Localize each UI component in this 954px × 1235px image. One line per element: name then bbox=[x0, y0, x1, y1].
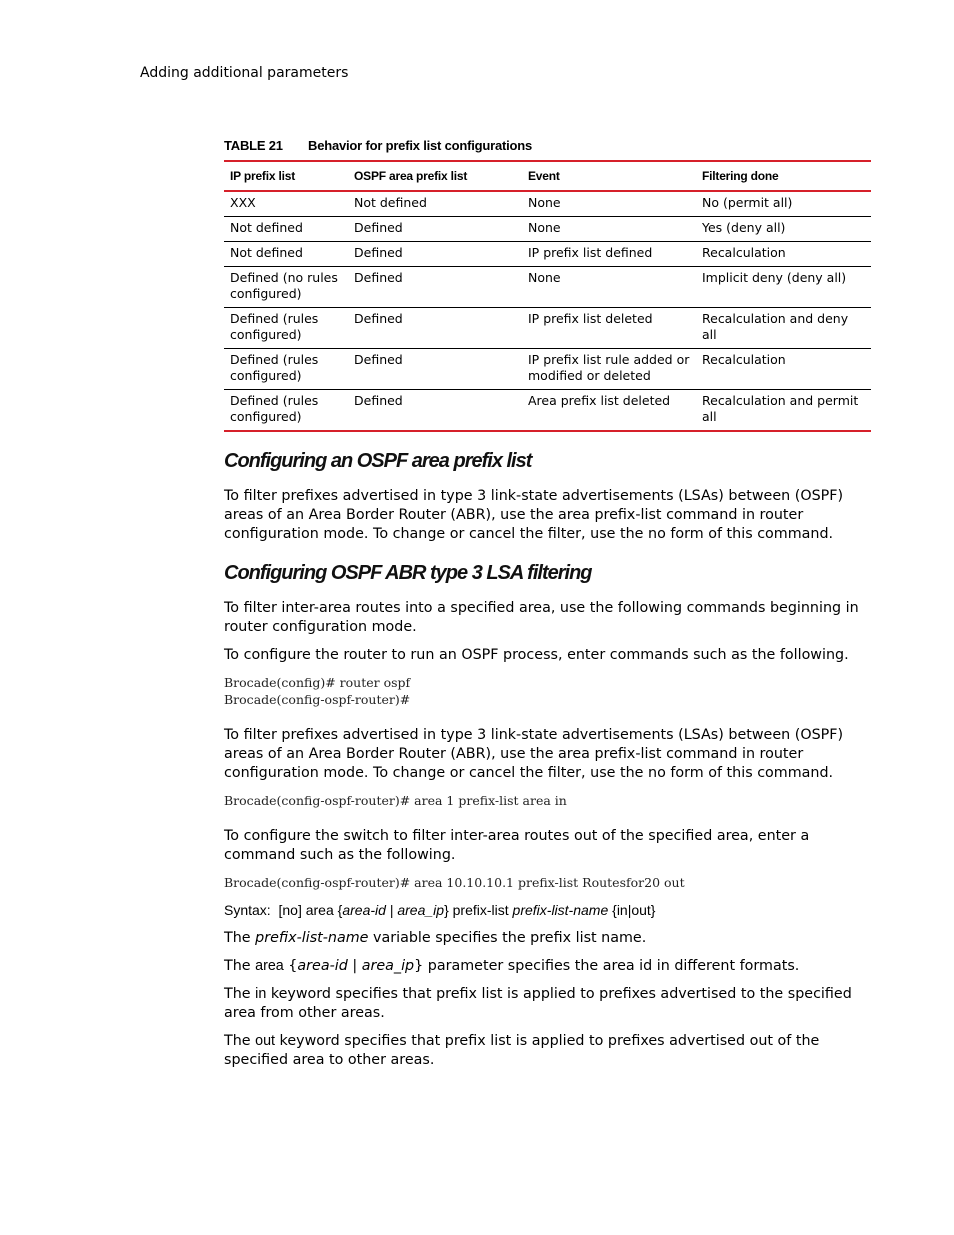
table-cell: Yes (deny all) bbox=[702, 220, 786, 235]
code-block: Brocade(config-ospf-router)# area 10.10.10.1 prefix-list Routesfor20 out bbox=[224, 875, 685, 890]
desc-variable: area-id bbox=[297, 958, 348, 974]
table-cell: Defined bbox=[354, 245, 403, 260]
running-head: Adding additional parameters bbox=[140, 65, 349, 81]
table-row bbox=[224, 349, 871, 390]
desc-text: The bbox=[224, 1033, 256, 1049]
desc-keyword: out bbox=[255, 1033, 276, 1049]
syntax-no: [no] bbox=[278, 902, 302, 918]
prefix-list-behavior-table bbox=[224, 160, 871, 432]
table-cell: IP prefix list deleted bbox=[528, 311, 653, 326]
paragraph: To filter inter-area routes into a specified area, use the following commands beginning in router configuration mode. bbox=[224, 600, 859, 635]
table-caption bbox=[224, 138, 871, 160]
desc-text: The bbox=[224, 986, 256, 1002]
table-title: Behavior for prefix list configurations bbox=[308, 138, 533, 153]
desc-text: The bbox=[224, 930, 256, 946]
desc-text: keyword specifies that prefix list is applied to prefixes advertised to the specified area from other areas. bbox=[224, 986, 852, 1021]
table-cell: XXX bbox=[230, 195, 256, 210]
description-area bbox=[224, 957, 871, 976]
syntax-area: area bbox=[305, 902, 334, 918]
table-row bbox=[224, 217, 871, 242]
table-cell: Implicit deny (deny all) bbox=[702, 270, 847, 285]
col-header-ip-prefix-list: IP prefix list bbox=[230, 169, 296, 183]
table-cell: Defined bbox=[354, 352, 403, 367]
table-cell: Defined (rules configured) bbox=[230, 393, 319, 424]
desc-text: { bbox=[283, 958, 298, 974]
table-cell: None bbox=[528, 270, 561, 285]
table-cell: Defined bbox=[354, 311, 403, 326]
table-row bbox=[224, 308, 871, 349]
table-number: TABLE 21 bbox=[224, 138, 283, 153]
desc-variable: prefix-list-name bbox=[255, 930, 369, 946]
desc-keyword: in bbox=[255, 986, 267, 1002]
table-cell: Defined (rules configured) bbox=[230, 352, 319, 383]
syntax-prefix-list-name: prefix-list-name bbox=[512, 902, 609, 918]
syntax-label: Syntax: bbox=[224, 902, 271, 918]
desc-keyword: area bbox=[255, 958, 284, 974]
page-content bbox=[224, 138, 871, 1079]
syntax-area-id: area-id bbox=[342, 902, 386, 918]
table-row bbox=[224, 390, 871, 432]
table-header-row bbox=[224, 161, 871, 191]
syntax-pipe: | bbox=[389, 902, 394, 918]
description-in bbox=[224, 985, 871, 1023]
table-cell: Not defined bbox=[230, 245, 303, 260]
table-cell: Not defined bbox=[230, 220, 303, 235]
table-cell: IP prefix list defined bbox=[528, 245, 653, 260]
paragraph: To configure the router to run an OSPF process, enter commands such as the following. bbox=[224, 647, 849, 663]
table-cell: Defined bbox=[354, 220, 403, 235]
table-cell: None bbox=[528, 220, 561, 235]
table-cell: Defined bbox=[354, 393, 403, 408]
table-row bbox=[224, 267, 871, 308]
desc-text: The bbox=[224, 958, 256, 974]
desc-text: variable specifies the prefix list name. bbox=[368, 930, 647, 946]
table-cell: Recalculation bbox=[702, 245, 786, 260]
col-header-filtering-done: Filtering done bbox=[702, 169, 779, 183]
section-heading-abr-lsa-filtering: Configuring OSPF ABR type 3 LSA filtering bbox=[224, 562, 592, 584]
col-header-ospf-area-prefix-list: OSPF area prefix list bbox=[354, 169, 468, 183]
desc-text: } parameter specifies the area id in different formats. bbox=[414, 958, 800, 974]
syntax-prefix-list: prefix-list bbox=[452, 902, 509, 918]
syntax-line bbox=[224, 901, 871, 920]
table-cell: Defined (no rules configured) bbox=[230, 270, 338, 301]
table-cell: Recalculation bbox=[702, 352, 786, 367]
code-block: Brocade(config-ospf-router)# area 1 prefix-list area in bbox=[224, 793, 567, 808]
description-out bbox=[224, 1032, 871, 1070]
desc-variable: area_ip bbox=[361, 958, 415, 974]
table-cell: Recalculation and permit all bbox=[702, 393, 859, 424]
table-cell: Area prefix list deleted bbox=[528, 393, 671, 408]
paragraph: To filter prefixes advertised in type 3 link-state advertisements (LSAs) between (OSPF) areas of an Area Border Router (ABR), use the area prefix-list command in router configuration mode. To change or cancel the filter, use the no form of this command. bbox=[224, 727, 844, 781]
table-cell: Recalculation and deny all bbox=[702, 311, 849, 342]
syntax-brace-close: } bbox=[444, 902, 449, 918]
table-cell: IP prefix list rule added or modified or deleted bbox=[528, 352, 690, 383]
table-cell: Defined (rules configured) bbox=[230, 311, 319, 342]
paragraph: To configure the switch to filter inter-area routes out of the specified area, enter a command such as the following. bbox=[224, 828, 810, 863]
table-row bbox=[224, 191, 871, 217]
syntax-in-out: {in|out} bbox=[612, 902, 656, 918]
paragraph: To filter prefixes advertised in type 3 link-state advertisements (LSAs) between (OSPF) areas of an Area Border Router (ABR), use the area prefix-list command in router configuration mode. To change or cancel the filter, use the no form of this command. bbox=[224, 488, 844, 542]
section-heading-area-prefix-list: Configuring an OSPF area prefix list bbox=[224, 450, 532, 472]
description-prefix-list-name bbox=[224, 929, 871, 948]
code-block: Brocade(config)# router ospf Brocade(config-ospf-router)# bbox=[224, 675, 411, 707]
table-cell: Not defined bbox=[354, 195, 427, 210]
col-header-event: Event bbox=[528, 169, 560, 183]
table-cell: No (permit all) bbox=[702, 195, 793, 210]
desc-text: keyword specifies that prefix list is applied to prefixes advertised out of the specified area to other areas. bbox=[224, 1033, 820, 1068]
syntax-brace-open: { bbox=[337, 902, 343, 918]
table-cell: Defined bbox=[354, 270, 403, 285]
desc-text: | bbox=[347, 958, 362, 974]
table-row bbox=[224, 242, 871, 267]
syntax-area-ip: area_ip bbox=[397, 902, 445, 918]
table-cell: None bbox=[528, 195, 561, 210]
